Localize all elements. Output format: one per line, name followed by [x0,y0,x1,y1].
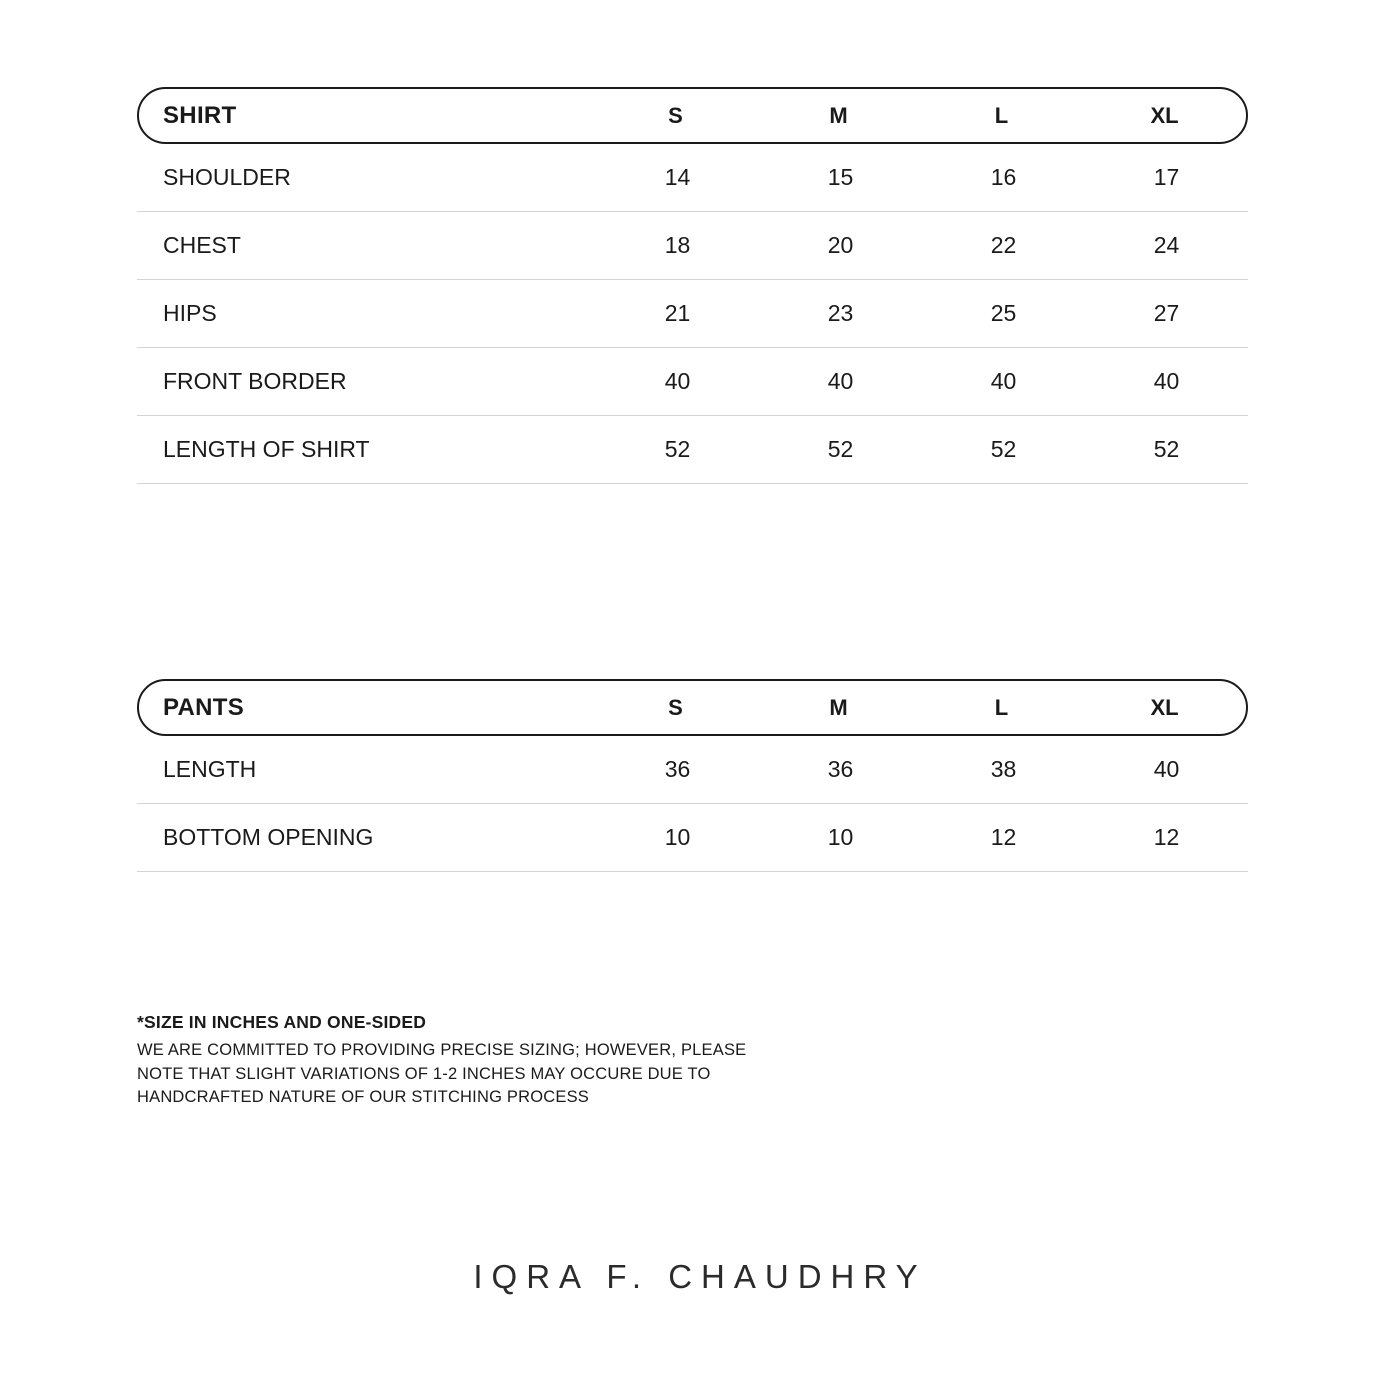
table-row-hips [137,280,1248,348]
pants-table-header [137,679,1248,736]
row-label: BOTTOM OPENING [163,824,374,850]
pants-table-title: PANTS [163,693,245,721]
cell-value: 27 [1153,300,1180,326]
shirt-size-table [137,87,1248,484]
row-label: LENGTH [163,756,257,782]
cell-value: 10 [664,824,691,850]
sizing-note-line: HANDCRAFTED NATURE OF OUR STITCHING PROCESS [137,1088,589,1106]
size-chart-content [137,0,1248,1110]
cell-value: 36 [827,756,854,782]
cell-value: 52 [827,436,854,462]
sizing-note-heading: *SIZE IN INCHES AND ONE-SIDED [137,1012,427,1032]
table-row-length [137,736,1248,804]
sizing-note [137,1012,837,1110]
cell-value: 40 [827,368,854,394]
cell-value: 12 [990,824,1017,850]
cell-value: 10 [827,824,854,850]
table-row-bottom-opening [137,804,1248,872]
table-row-shoulder [137,144,1248,212]
sizing-note-line: NOTE THAT SLIGHT VARIATIONS OF 1-2 INCHES MAY OCCURE DUE TO [137,1064,711,1083]
cell-value: 40 [1153,368,1180,394]
cell-value: 17 [1153,164,1180,190]
cell-value: 52 [1153,436,1180,462]
cell-value: 22 [990,232,1017,258]
cell-value: 12 [1153,824,1180,850]
cell-value: 36 [664,756,691,782]
cell-value: 40 [664,368,691,394]
shirt-table-title: SHIRT [163,101,237,129]
sizing-note-line: WE ARE COMMITTED TO PROVIDING PRECISE SIZING; HOWEVER, PLEASE [137,1041,747,1059]
cell-value: 16 [990,164,1017,190]
table-row-length-of-shirt [137,416,1248,484]
pants-size-table [137,679,1248,872]
shirt-column-m: M [829,102,848,128]
cell-value: 24 [1153,232,1180,258]
cell-value: 52 [990,436,1017,462]
row-label: SHOULDER [163,164,291,190]
cell-value: 52 [664,436,691,462]
shirt-table-header [137,87,1248,144]
pants-column-m: M [829,694,848,720]
cell-value: 38 [990,756,1017,782]
cell-value: 40 [1153,756,1180,782]
row-label: HIPS [163,300,217,326]
shirt-column-l: L [994,102,1009,128]
cell-value: 25 [990,300,1017,326]
pants-column-l: L [994,694,1009,720]
cell-value: 18 [664,232,691,258]
brand-name: IQRA F. CHAUDHRY [473,1258,927,1295]
shirt-column-s: S [668,102,683,128]
cell-value: 14 [664,164,691,190]
cell-value: 21 [664,300,691,326]
cell-value: 20 [827,232,854,258]
cell-value: 15 [827,164,854,190]
pants-column-s: S [668,694,683,720]
cell-value: 40 [990,368,1017,394]
pants-column-xl: XL [1150,694,1179,720]
row-label: CHEST [163,232,241,258]
cell-value: 23 [827,300,854,326]
table-row-front-border [137,348,1248,416]
shirt-column-xl: XL [1150,102,1179,128]
row-label: LENGTH OF SHIRT [163,436,370,462]
table-row-chest [137,212,1248,280]
row-label: FRONT BORDER [163,368,347,394]
